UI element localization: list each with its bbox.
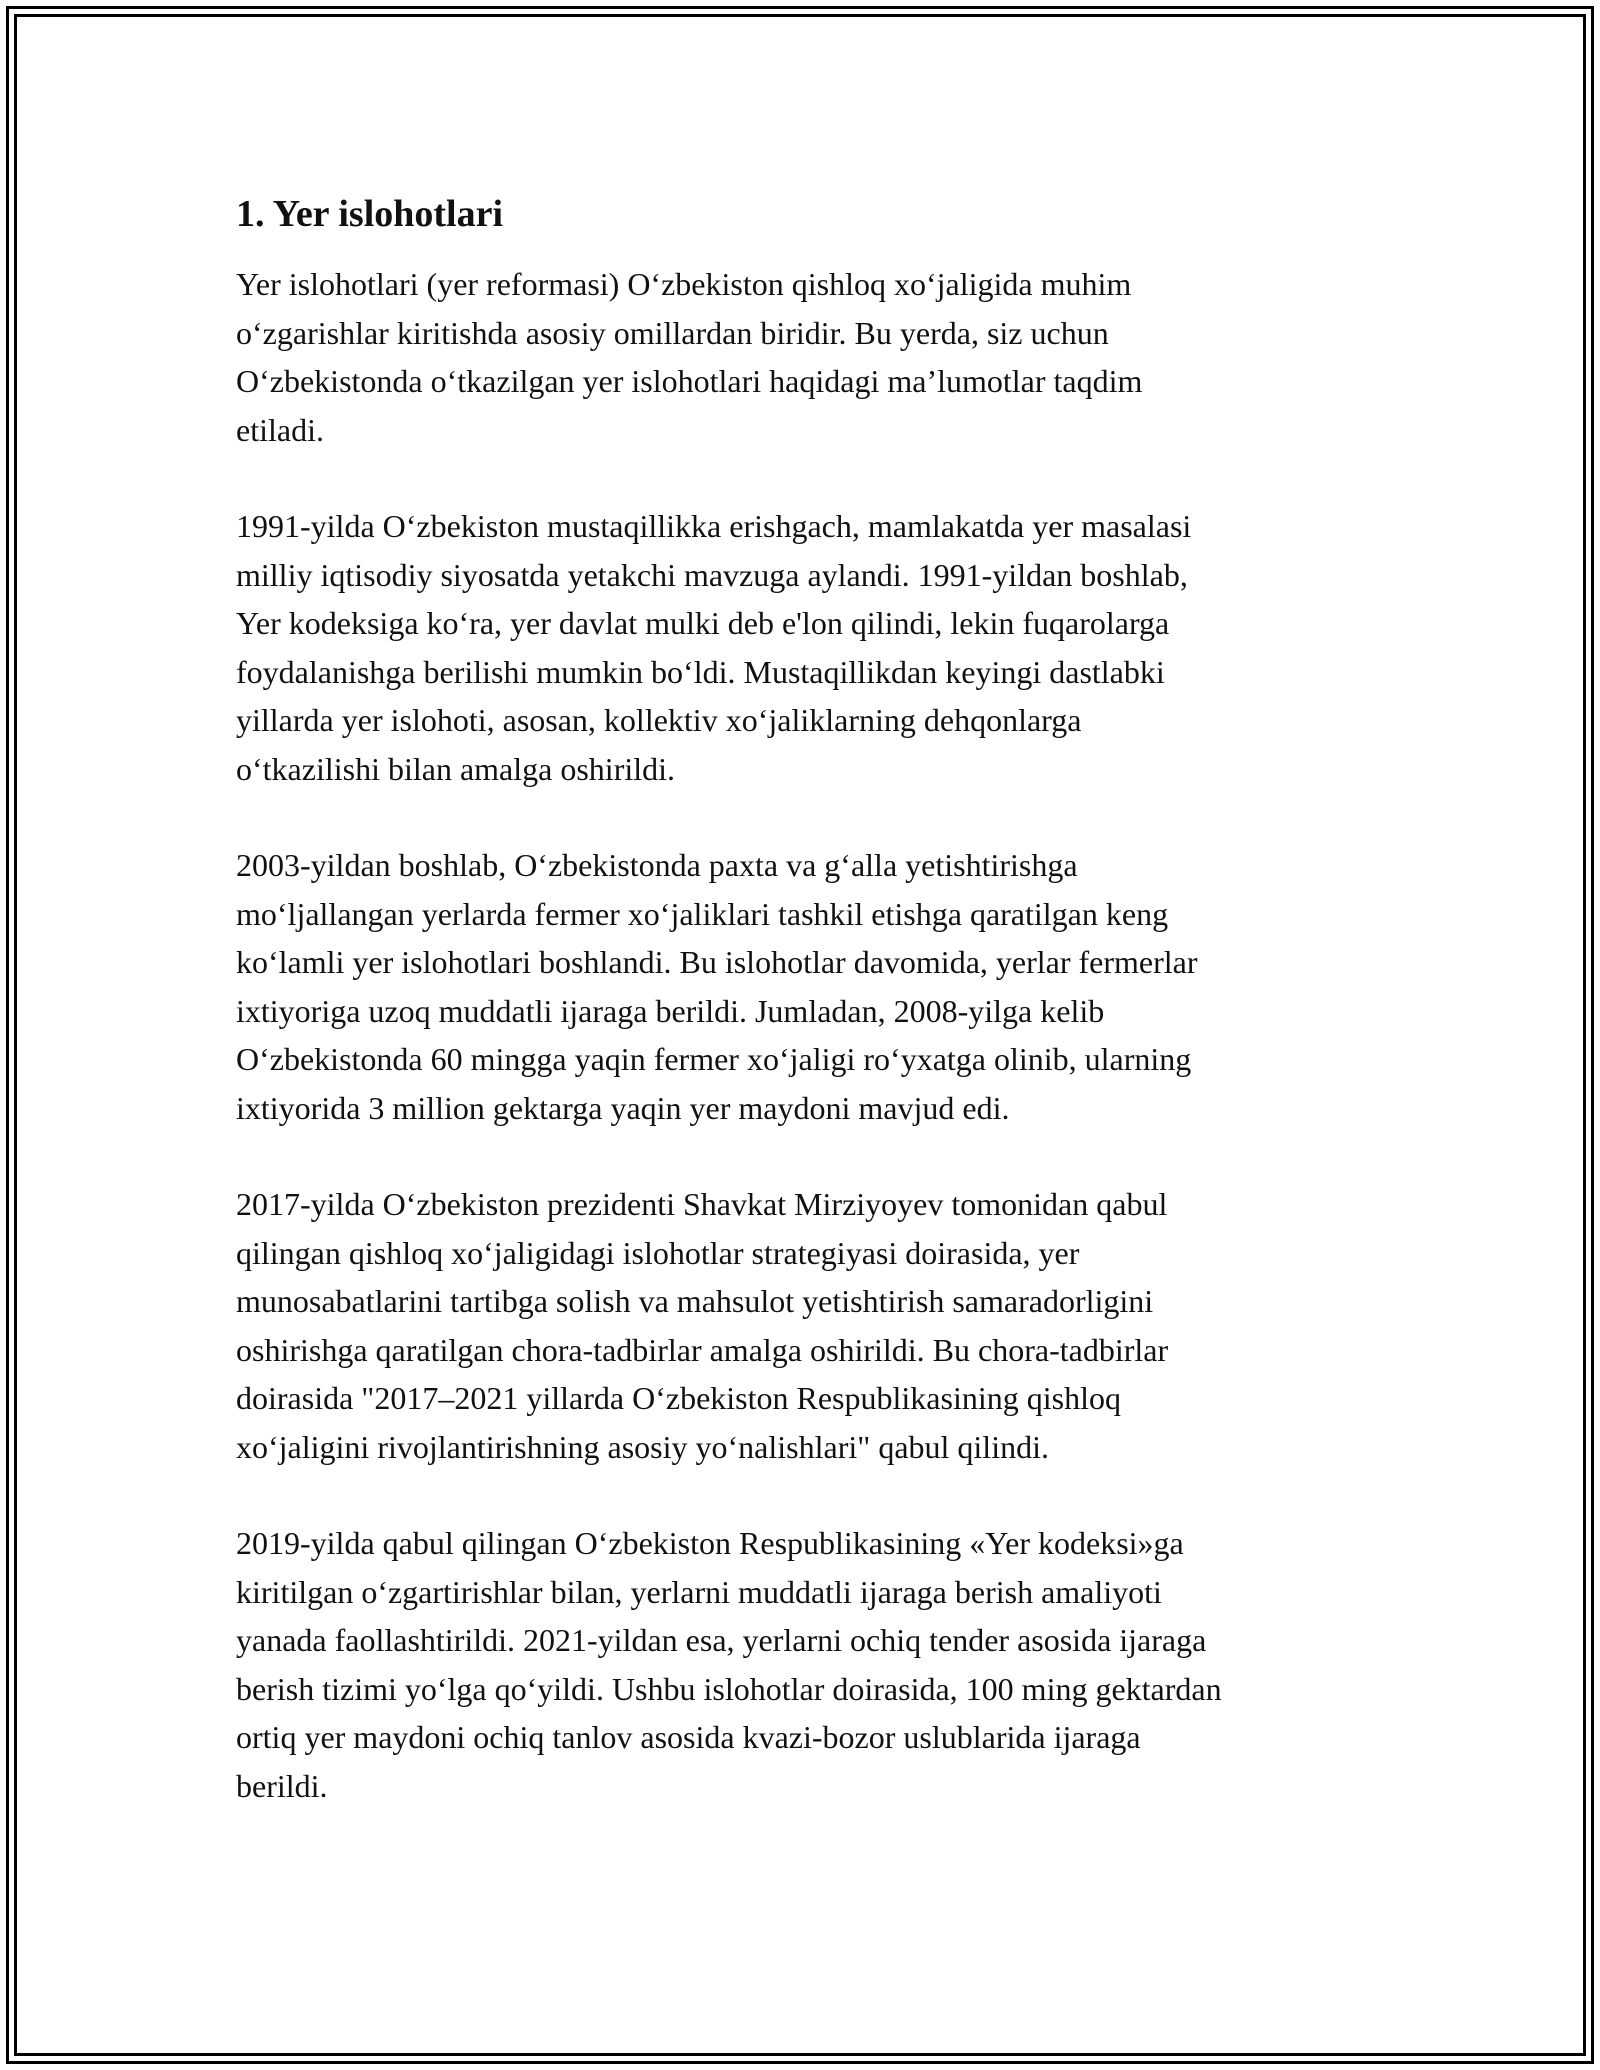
paragraph-2017 [236,1180,1376,1471]
text-line: 2019-yilda qabul qilingan O‘zbekiston Respublikasining «Yer kodeksi»ga [236,1525,1184,1561]
text-line: munosabatlarini tartibga solish va mahsulot yetishtirish samaradorligini [236,1283,1154,1319]
text-line: o‘zgarishlar kiritishda asosiy omillardan biridir. Bu yerda, siz uchun [236,314,1109,351]
text-line: xo‘jaligini rivojlantirishning asosiy yo‘nalishlari" qabul qilindi. [236,1428,1049,1465]
text-line: O‘zbekistonda 60 mingga yaqin fermer xo‘jaligi ro‘yxatga olinib, ularning [236,1041,1192,1077]
text-line: 2003-yildan boshlab, O‘zbekistonda paxta va g‘alla yetishtirishga [236,847,1078,883]
paragraph-2019 [236,1519,1376,1810]
text-line: Yer kodeksiga ko‘ra, yer davlat mulki deb e'lon qilindi, lekin fuqarolarga [236,605,1170,641]
text-line: Yer islohotlari (yer reformasi) O‘zbekiston qishloq xo‘jaligida muhim [236,266,1132,302]
text-line: 1991-yilda O‘zbekiston mustaqillikka erishgach, mamlakatda yer masalasi [236,508,1192,544]
text-line: ixtiyorida 3 million gektarga yaqin yer maydoni mavjud edi. [236,1089,1010,1126]
paragraph-intro [236,260,1376,454]
text-line: qilingan qishloq xo‘jaligidagi islohotlar strategiyasi doirasida, yer [236,1234,1080,1271]
text-line: yillarda yer islohoti, asosan, kollektiv xo‘jaliklarning dehqonlarga [236,702,1082,738]
text-line: ixtiyoriga uzoq muddatli ijaraga berildi. Jumladan, 2008-yilga kelib [236,992,1105,1029]
paragraph-2003 [236,841,1376,1132]
text-line: etiladi. [236,411,324,448]
text-line: berildi. [236,1767,328,1804]
text-line: berish tizimi yo‘lga qo‘yildi. Ushbu islohotlar doirasida, 100 ming gektardan [236,1670,1222,1707]
text-line: doirasida "2017–2021 yillarda O‘zbekiston Respublikasining qishloq [236,1380,1121,1416]
section-heading: 1. Yer islohotlari [236,193,504,235]
text-line: foydalanishga berilishi mumkin bo‘ldi. Mustaqillikdan keyingi dastlabki [236,653,1165,690]
text-line: kiritilgan o‘zgartirishlar bilan, yerlarni muddatli ijaraga berish amaliyoti [236,1573,1162,1610]
text-line: mo‘ljallangan yerlarda fermer xo‘jaliklari tashkil etishga qaratilgan keng [236,895,1169,932]
text-line: milliy iqtisodiy siyosatda yetakchi mavzuga aylandi. 1991-yildan boshlab, [236,556,1188,593]
text-line: yanada faollashtirildi. 2021-yildan esa, yerlarni ochiq tender asosida ijaraga [236,1622,1207,1658]
text-line: oshirishga qaratilgan chora-tadbirlar amalga oshirildi. Bu chora-tadbirlar [236,1331,1169,1368]
text-line: O‘zbekistonda o‘tkazilgan yer islohotlari haqidagi ma’lumotlar taqdim [236,363,1143,399]
text-line: o‘tkazilishi bilan amalga oshirildi. [236,750,676,787]
text-line: ortiq yer maydoni ochiq tanlov asosida kvazi-bozor uslublarida ijaraga [236,1719,1141,1755]
text-line: ko‘lamli yer islohotlari boshlandi. Bu islohotlar davomida, yerlar fermerlar [236,944,1198,980]
text-line: 2017-yilda O‘zbekiston prezidenti Shavkat Mirziyoyev tomonidan qabul [236,1186,1168,1222]
paragraph-1991 [236,502,1376,793]
document-body [236,186,1376,1858]
